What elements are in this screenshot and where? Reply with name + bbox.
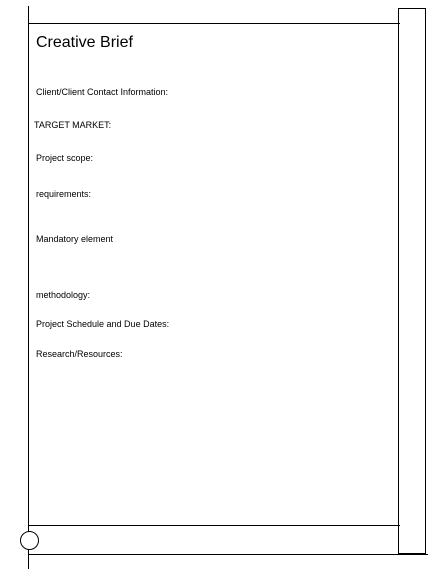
field-mandatory-element: Mandatory element bbox=[36, 234, 114, 244]
right-inner-line bbox=[398, 23, 399, 555]
field-methodology: methodology: bbox=[36, 290, 91, 300]
field-target-market: TARGET MARKET: bbox=[34, 120, 112, 130]
bottom-border-line bbox=[28, 554, 428, 555]
left-border-line bbox=[28, 6, 29, 569]
field-project-schedule: Project Schedule and Due Dates: bbox=[36, 319, 170, 329]
field-client-contact: Client/Client Contact Information: bbox=[36, 87, 169, 97]
top-border-line bbox=[28, 23, 400, 24]
field-requirements: requirements: bbox=[36, 189, 92, 199]
field-project-scope: Project scope: bbox=[36, 153, 94, 163]
corner-circle-ornament bbox=[20, 531, 39, 550]
footer-top-line bbox=[28, 525, 400, 526]
field-research-resources: Research/Resources: bbox=[36, 349, 123, 359]
page-title: Creative Brief bbox=[36, 34, 133, 51]
right-margin-box bbox=[398, 8, 426, 554]
